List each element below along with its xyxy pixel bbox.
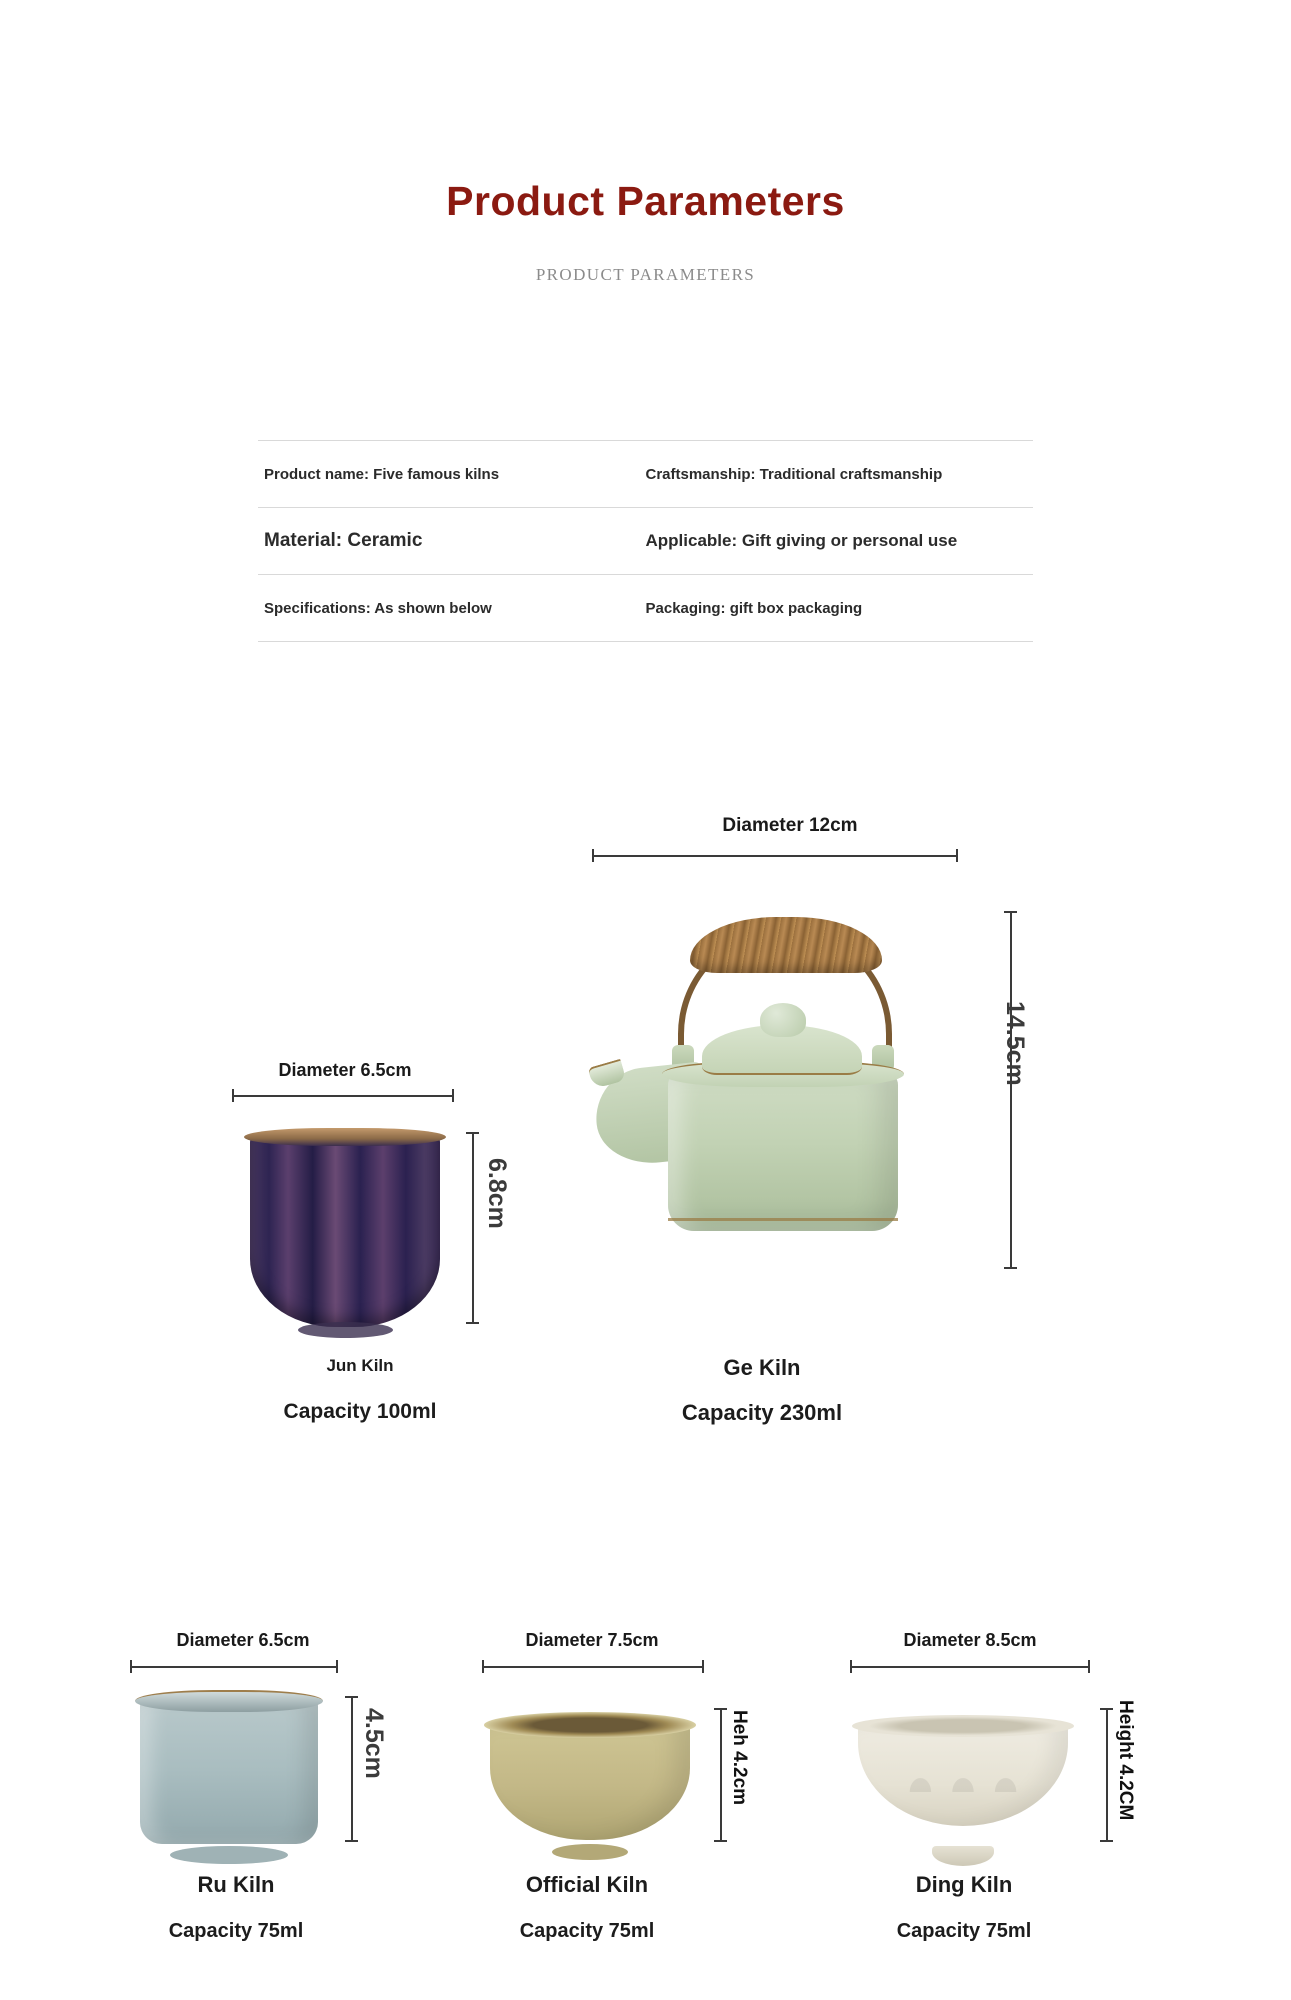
jun-kiln-capacity: Capacity 100ml xyxy=(283,1400,437,1423)
product-figure-ru-kiln xyxy=(108,1630,408,1970)
ru-height-label: 4.5cm xyxy=(360,1708,388,1779)
product-figure-jun-kiln xyxy=(200,1060,520,1500)
ge-diameter-bracket xyxy=(592,855,958,857)
ge-kiln-capacity: Capacity 230ml xyxy=(681,1400,843,1425)
table-row xyxy=(258,508,1033,575)
product-figure-ding-kiln xyxy=(828,1630,1168,1970)
ding-height-label: Height 4.2CM xyxy=(1115,1700,1136,1821)
product-figure-official-kiln xyxy=(452,1630,782,1970)
page-title: Product Parameters xyxy=(446,178,845,224)
spec-applicable: Applicable: Gift giving or personal use xyxy=(645,531,958,550)
page-subtitle: PRODUCT PARAMETERS xyxy=(535,265,756,284)
ru-kiln-name: Ru Kiln xyxy=(197,1872,275,1897)
table-row xyxy=(258,575,1033,642)
ge-diameter-label: Diameter 12cm xyxy=(722,815,858,836)
jun-kiln-name: Jun Kiln xyxy=(326,1356,394,1375)
product-figure-ge-kiln xyxy=(560,815,1030,1505)
spec-material: Material: Ceramic xyxy=(264,530,423,551)
ge-kiln-teapot-image xyxy=(590,875,990,1295)
ding-kiln-bowl-image xyxy=(858,1722,1080,1852)
official-diameter-bracket xyxy=(482,1666,704,1668)
ru-kiln-cup-image xyxy=(140,1696,330,1856)
official-diameter-label: Diameter 7.5cm xyxy=(525,1630,659,1650)
jun-height-label: 6.8cm xyxy=(483,1158,511,1229)
spec-specifications: Specifications: As shown below xyxy=(264,599,492,617)
ru-diameter-bracket xyxy=(130,1666,338,1668)
ru-kiln-capacity: Capacity 75ml xyxy=(168,1920,304,1942)
ru-diameter-label: Diameter 6.5cm xyxy=(176,1630,310,1650)
ding-diameter-label: Diameter 8.5cm xyxy=(903,1630,1037,1650)
jun-height-bracket xyxy=(472,1132,474,1324)
official-height-label: Heh 4.2cm xyxy=(729,1710,750,1806)
jun-diameter-label: Diameter 6.5cm xyxy=(278,1060,412,1080)
spec-craftsmanship: Craftsmanship: Traditional craftsmanship xyxy=(645,465,943,483)
product-spec-table xyxy=(258,440,1033,642)
official-height-bracket xyxy=(720,1708,722,1842)
table-row xyxy=(258,440,1033,508)
jun-diameter-bracket xyxy=(232,1095,454,1097)
ge-height-label: 14.5cm xyxy=(1001,1001,1029,1086)
jun-kiln-cup-image xyxy=(250,1132,450,1332)
official-kiln-capacity: Capacity 75ml xyxy=(519,1920,655,1942)
official-kiln-name: Official Kiln xyxy=(525,1872,649,1897)
ding-diameter-bracket xyxy=(850,1666,1090,1668)
ge-height-bracket xyxy=(1010,911,1012,1269)
ge-kiln-name: Ge Kiln xyxy=(723,1355,801,1380)
ding-height-bracket xyxy=(1106,1708,1108,1842)
ding-kiln-name: Ding Kiln xyxy=(915,1872,1013,1897)
ru-height-bracket xyxy=(351,1696,353,1842)
spec-product-name: Product name: Five famous kilns xyxy=(264,465,500,483)
ding-kiln-capacity: Capacity 75ml xyxy=(896,1920,1032,1942)
official-kiln-bowl-image xyxy=(490,1720,702,1852)
spec-packaging: Packaging: gift box packaging xyxy=(645,599,863,617)
